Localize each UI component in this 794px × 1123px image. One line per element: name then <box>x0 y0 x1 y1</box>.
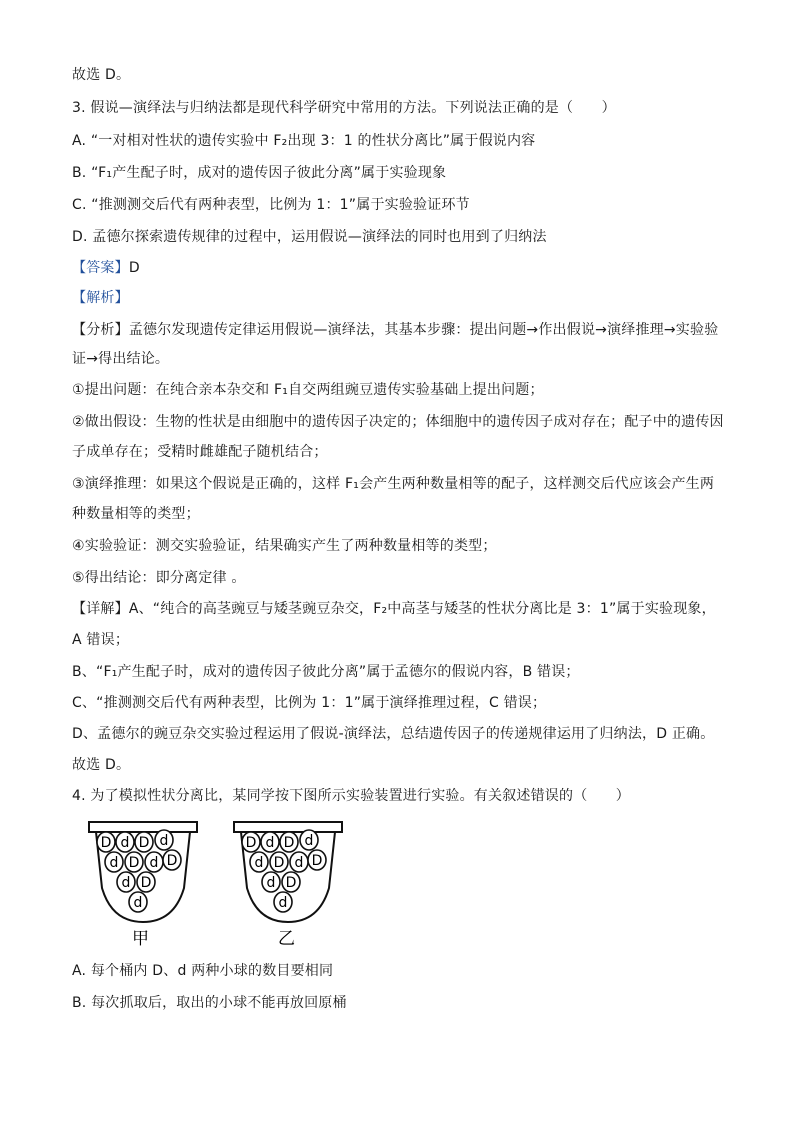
right-ball-letter: d <box>254 855 264 871</box>
right-ball-letter: d <box>266 875 276 891</box>
detail-c: C、“推测测交后代有两种表型，比例为 1：1”属于演绎推理过程，C 错误； <box>72 695 547 711</box>
q3-option-c: C. “推测测交后代有两种表型，比例为 1：1”属于实验验证环节 <box>72 197 470 213</box>
q3-option-b: B. “F₁产生配子时，成对的遗传因子彼此分离”属于实验现象 <box>72 165 447 181</box>
right-ball-letter: d <box>304 833 314 849</box>
left-ball-letter: d <box>133 895 143 911</box>
right-ball-letter: d <box>294 855 304 871</box>
left-ball <box>135 832 153 852</box>
left-ball <box>129 892 147 912</box>
detail-b: B、“F₁产生配子时，成对的遗传因子彼此分离”属于孟德尔的假说内容，B 错误； <box>72 664 580 680</box>
right-ball <box>300 830 318 850</box>
answer-value: D <box>128 260 140 276</box>
detail-line-a <box>72 600 716 618</box>
left-ball <box>125 852 143 872</box>
left-ball-letter: D <box>128 855 140 871</box>
right-ball <box>261 832 279 852</box>
step-2-line-2: 子成单存在；受精时雌雄配子随机结合； <box>72 444 328 460</box>
left-ball-letter: d <box>109 855 119 871</box>
right-ball-letter: D <box>273 855 285 871</box>
right-ball <box>242 832 260 852</box>
bucket-right-rim <box>234 822 342 832</box>
right-ball-letter: D <box>245 835 257 851</box>
left-ball <box>155 830 173 850</box>
left-ball-letter: D <box>140 875 152 891</box>
right-ball <box>308 850 326 870</box>
right-ball-letter: D <box>283 835 295 851</box>
answer-tag: 【答案】 <box>72 260 129 276</box>
step-5: ⑤得出结论：即分离定律 。 <box>72 570 246 586</box>
bucket-figure <box>84 818 364 948</box>
left-ball-letter: d <box>121 875 131 891</box>
answer-line <box>72 259 140 277</box>
step-2-line-1: ②做出假设：生物的性状是由细胞中的遗传因子决定的；体细胞中的遗传因子成对存在；配子中的遗传因 <box>72 414 724 430</box>
left-ball-letter: D <box>138 835 150 851</box>
left-ball <box>145 852 163 872</box>
analysis-tag: 【解析】 <box>72 290 129 306</box>
step-1: ①提出问题：在纯合亲本杂交和 F₁自交两组豌豆遗传实验基础上提出问题； <box>72 382 544 398</box>
left-ball <box>105 852 123 872</box>
detail-a-cont: A 错误； <box>72 632 130 648</box>
left-ball <box>137 872 155 892</box>
q4-option-a: A. 每个桶内 D、d 两种小球的数目要相同 <box>72 963 334 979</box>
right-ball-letter: D <box>311 853 323 869</box>
q3-stem: 3. 假说—演绎法与归纳法都是现代科学研究中常用的方法。下列说法正确的是（ ） <box>72 100 616 116</box>
q3-conclusion: 故选 D。 <box>72 757 131 773</box>
q3-option-a: A. “一对相对性状的遗传实验中 F₂出现 3：1 的性状分离比”属于假说内容 <box>72 133 536 149</box>
right-ball <box>270 852 288 872</box>
left-ball-letter: D <box>100 835 112 851</box>
analysis-intro-cont: 证→得出结论。 <box>72 351 170 367</box>
label-left: 甲 <box>132 929 149 948</box>
right-ball <box>290 852 308 872</box>
analysis-intro-line <box>72 321 718 339</box>
left-ball <box>116 832 134 852</box>
right-ball <box>282 872 300 892</box>
right-ball-letter: D <box>285 875 297 891</box>
step-3-line-1: ③演绎推理：如果这个假说是正确的，这样 F₁会产生两种数量相等的配子，这样测交后代应该会产生两 <box>72 476 715 492</box>
right-ball <box>280 832 298 852</box>
left-ball <box>97 832 115 852</box>
right-ball <box>274 892 292 912</box>
bucket-left-rim <box>89 822 197 832</box>
step-4: ④实验验证：测交实验验证，结果确实产生了两种数量相等的类型； <box>72 538 497 554</box>
prev-answer-line: 故选 D。 <box>72 67 131 83</box>
right-ball-letter: d <box>265 835 275 851</box>
bucket-diagram <box>84 818 364 948</box>
left-ball-letter: d <box>149 855 159 871</box>
analysis-intro-tag: 【分析】 <box>72 322 129 338</box>
right-ball <box>250 852 268 872</box>
detail-tag: 【详解】 <box>72 601 129 617</box>
label-right: 乙 <box>278 929 295 948</box>
analysis-intro-text: 孟德尔发现遗传定律运用假说—演绎法，其基本步骤：提出问题→作出假说→演绎推理→实验验 <box>128 322 719 338</box>
left-ball-letter: d <box>120 835 130 851</box>
left-ball <box>117 872 135 892</box>
bucket-left-balls <box>97 830 181 912</box>
detail-d: D、孟德尔的豌豆杂交实验过程运用了假说-演绎法，总结遗传因子的传递规律运用了归纳法，D 正确。 <box>72 726 715 742</box>
q4-option-b: B. 每次抓取后，取出的小球不能再放回原桶 <box>72 995 347 1011</box>
step-3-line-2: 种数量相等的类型； <box>72 506 200 522</box>
left-ball-letter: d <box>159 833 169 849</box>
right-ball-letter: d <box>278 895 288 911</box>
bucket-right-balls <box>242 830 326 912</box>
left-ball-letter: D <box>166 853 178 869</box>
left-ball <box>163 850 181 870</box>
detail-a-text: A、“纯合的高茎豌豆与矮茎豌豆杂交，F₂中高茎与矮茎的性状分离比是 3：1”属于实验现象， <box>128 601 716 617</box>
q4-stem: 4. 为了模拟性状分离比，某同学按下图所示实验装置进行实验。有关叙述错误的（ ） <box>72 788 631 804</box>
q3-option-d: D. 孟德尔探索遗传规律的过程中，运用假说—演绎法的同时也用到了归纳法 <box>72 229 547 245</box>
right-ball <box>262 872 280 892</box>
